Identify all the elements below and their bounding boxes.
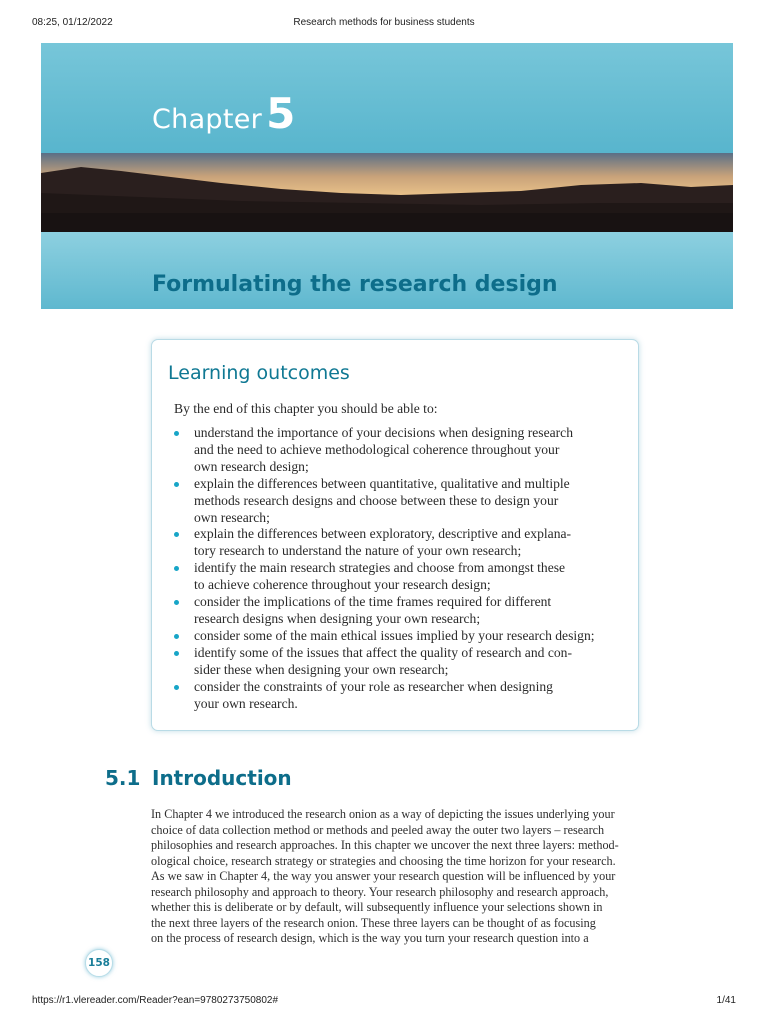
section-heading: [105, 766, 292, 790]
outcome-text: understand the importance of your decisions when designing research and the need to achieve methodological coherence throughout your own research design;: [194, 425, 573, 474]
print-url: https://r1.vlereader.com/Reader?ean=9780273750802#: [32, 995, 279, 1006]
section-number: 5.1: [105, 766, 141, 790]
list-item: [174, 476, 634, 527]
chapter-label: Chapter: [152, 104, 263, 135]
page-number-badge: [85, 949, 113, 977]
learning-outcomes-box: [151, 339, 639, 731]
cropped-watermark: [195, 982, 595, 988]
bullet-icon: [174, 566, 179, 571]
learning-outcomes-list: [174, 425, 634, 712]
chapter-heading: [152, 89, 296, 138]
print-page-count: 1/41: [716, 995, 736, 1006]
print-footer: [0, 995, 768, 1011]
list-item: [174, 425, 634, 476]
landscape-photo: [41, 153, 733, 232]
section-body: In Chapter 4 we introduced the research onion as a way of depicting the issues underlying your choice of data collection method or methods and peeled away the outer two layers – research philosophies and research approaches. In this chapter we uncover the next three layers: method- ological choice, research strategy or strategies and choosing the time horizon for your research. As we saw in Chapter 4, the way you answer your research question will be influenced by your research philosophy and approach to theory. Your research philosophy and research approach, whether this is deliberate or by default, will subsequently influence your selections shown in the next three layers of the research onion. These three layers can be thought of as focusing on the process of research design, which is the way you turn your research question into a: [151, 807, 619, 945]
learning-outcomes-intro: By the end of this chapter you should be able to:: [174, 401, 438, 416]
outcome-text: identify the main research strategies and choose from amongst these to achieve coherence throughout your research design;: [194, 560, 566, 593]
list-item: [174, 560, 634, 594]
list-item: [174, 526, 634, 560]
list-item: [174, 645, 634, 679]
bullet-icon: [174, 651, 179, 656]
sunset-mountains-image: [41, 153, 733, 232]
banner-bottom-band: [41, 232, 733, 309]
print-header: [0, 17, 768, 33]
outcome-text: explain the differences between quantitative, qualitative and multiple methods research designs and choose between these to design your own research;: [194, 475, 570, 525]
outcome-text: consider the implications of the time frames required for different research designs when designing your own research;: [194, 594, 552, 626]
bullet-icon: [174, 431, 179, 436]
chapter-banner: [41, 43, 733, 309]
chapter-title: Formulating the research design: [152, 272, 558, 297]
bullet-icon: [174, 634, 179, 639]
chapter-number: 5: [266, 89, 296, 138]
list-item: [174, 679, 634, 713]
list-item: [174, 628, 634, 645]
bullet-icon: [174, 600, 179, 605]
outcome-text: consider some of the main ethical issues implied by your research design;: [194, 627, 595, 643]
outcome-text: explain the differences between exploratory, descriptive and explana- tory research to understand the nature of your own research;: [194, 526, 572, 559]
print-datetime: 08:25, 01/12/2022: [32, 17, 113, 28]
outcome-text: consider the constraints of your role as researcher when designing your own research.: [194, 678, 553, 711]
list-item: [174, 594, 634, 628]
bullet-icon: [174, 482, 179, 487]
print-doc-title: Research methods for business students: [293, 17, 475, 28]
bullet-icon: [174, 532, 179, 537]
banner-top-band: [41, 43, 733, 153]
outcome-text: identify some of the issues that affect the quality of research and con- sider these when designing your own research;: [194, 644, 572, 677]
section-title: Introduction: [152, 766, 292, 790]
bullet-icon: [174, 685, 179, 690]
learning-outcomes-title: Learning outcomes: [168, 362, 350, 384]
page-number: 158: [88, 957, 110, 969]
